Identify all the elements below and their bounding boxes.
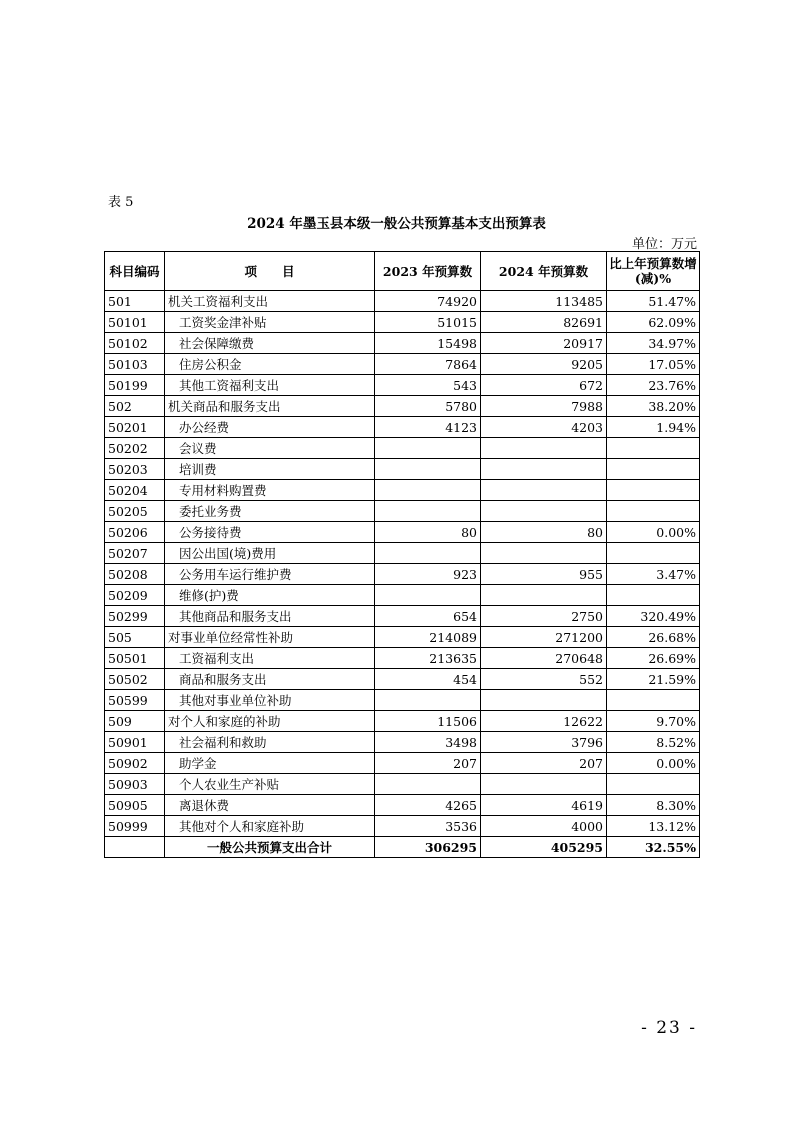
- row-2023-value: [375, 438, 481, 459]
- row-2024-value: 7988: [481, 396, 607, 417]
- row-item-name: 对个人和家庭的补助: [165, 711, 375, 732]
- table-row: [105, 438, 700, 459]
- row-change-percent: [607, 501, 700, 522]
- row-change-percent: [607, 438, 700, 459]
- row-code: 50199: [105, 375, 165, 396]
- row-code: 50103: [105, 354, 165, 375]
- row-item-name: 机关工资福利支出: [165, 291, 375, 312]
- table-body: [105, 291, 700, 858]
- row-code: 505: [105, 627, 165, 648]
- total-change: 32.55%: [607, 837, 700, 858]
- row-change-percent: 17.05%: [607, 354, 700, 375]
- row-2024-value: 3796: [481, 732, 607, 753]
- table-row: [105, 711, 700, 732]
- row-change-percent: 38.20%: [607, 396, 700, 417]
- row-code: 50102: [105, 333, 165, 354]
- row-change-percent: 26.69%: [607, 648, 700, 669]
- row-2024-value: 4203: [481, 417, 607, 438]
- row-2024-value: [481, 438, 607, 459]
- row-item-name: 公务接待费: [165, 522, 375, 543]
- row-item-name: 工资奖金津补贴: [165, 312, 375, 333]
- total-2023: 306295: [375, 837, 481, 858]
- row-2023-value: [375, 585, 481, 606]
- row-2024-value: [481, 585, 607, 606]
- row-change-percent: 320.49%: [607, 606, 700, 627]
- row-2023-value: [375, 774, 481, 795]
- table-row: [105, 669, 700, 690]
- row-2023-value: 80: [375, 522, 481, 543]
- document-title: 2024 年墨玉县本级一般公共预算基本支出预算表: [247, 216, 546, 232]
- row-2024-value: [481, 459, 607, 480]
- table-row: [105, 543, 700, 564]
- row-2024-value: [481, 774, 607, 795]
- row-2024-value: [481, 480, 607, 501]
- table-header-row: [105, 252, 700, 291]
- row-item-name: 会议费: [165, 438, 375, 459]
- table-row: [105, 396, 700, 417]
- row-2023-value: 4265: [375, 795, 481, 816]
- row-code: 50901: [105, 732, 165, 753]
- table-row: [105, 459, 700, 480]
- row-item-name: 因公出国(境)费用: [165, 543, 375, 564]
- row-item-name: 其他对事业单位补助: [165, 690, 375, 711]
- page-number: - 23 -: [641, 1018, 697, 1038]
- row-item-name: 其他对个人和家庭补助: [165, 816, 375, 837]
- row-2023-value: 213635: [375, 648, 481, 669]
- table-row: [105, 417, 700, 438]
- row-change-percent: [607, 585, 700, 606]
- row-2023-value: 5780: [375, 396, 481, 417]
- row-change-percent: [607, 480, 700, 501]
- row-change-percent: [607, 459, 700, 480]
- table-row: [105, 501, 700, 522]
- table-row: [105, 648, 700, 669]
- row-change-percent: 51.47%: [607, 291, 700, 312]
- row-2023-value: [375, 480, 481, 501]
- header-item: 项 目: [165, 252, 375, 291]
- row-code: 50206: [105, 522, 165, 543]
- row-2023-value: 4123: [375, 417, 481, 438]
- row-item-name: 机关商品和服务支出: [165, 396, 375, 417]
- table-row: [105, 606, 700, 627]
- row-item-name: 离退休费: [165, 795, 375, 816]
- total-label: 一般公共预算支出合计: [165, 837, 375, 858]
- row-2023-value: 207: [375, 753, 481, 774]
- row-2023-value: [375, 459, 481, 480]
- row-item-name: 专用材料购置费: [165, 480, 375, 501]
- row-2023-value: 51015: [375, 312, 481, 333]
- row-code: 50905: [105, 795, 165, 816]
- row-change-percent: 62.09%: [607, 312, 700, 333]
- row-2024-value: 113485: [481, 291, 607, 312]
- row-2024-value: 4000: [481, 816, 607, 837]
- total-row: [105, 837, 700, 858]
- table-row: [105, 354, 700, 375]
- row-change-percent: 13.12%: [607, 816, 700, 837]
- row-2023-value: 3536: [375, 816, 481, 837]
- header-change: 比上年预算数增(减)%: [607, 252, 700, 291]
- table-row: [105, 816, 700, 837]
- row-code: 50101: [105, 312, 165, 333]
- row-2024-value: 12622: [481, 711, 607, 732]
- row-2024-value: 4619: [481, 795, 607, 816]
- header-code: 科目编码: [105, 252, 165, 291]
- row-2023-value: 543: [375, 375, 481, 396]
- table-row: [105, 774, 700, 795]
- row-2024-value: 2750: [481, 606, 607, 627]
- unit-note: 单位：万元: [631, 237, 697, 252]
- table-row: [105, 753, 700, 774]
- row-2023-value: 74920: [375, 291, 481, 312]
- row-change-percent: 0.00%: [607, 522, 700, 543]
- row-item-name: 培训费: [165, 459, 375, 480]
- row-item-name: 商品和服务支出: [165, 669, 375, 690]
- row-2023-value: 454: [375, 669, 481, 690]
- row-code: 50902: [105, 753, 165, 774]
- row-2024-value: 207: [481, 753, 607, 774]
- header-2024-budget: 2024 年预算数: [481, 252, 607, 291]
- row-item-name: 其他商品和服务支出: [165, 606, 375, 627]
- table-row: [105, 564, 700, 585]
- row-2024-value: 270648: [481, 648, 607, 669]
- row-2023-value: 654: [375, 606, 481, 627]
- row-change-percent: 1.94%: [607, 417, 700, 438]
- row-2023-value: 214089: [375, 627, 481, 648]
- row-change-percent: 8.30%: [607, 795, 700, 816]
- row-2023-value: 15498: [375, 333, 481, 354]
- row-item-name: 社会福利和救助: [165, 732, 375, 753]
- table-row: [105, 312, 700, 333]
- row-code: 50903: [105, 774, 165, 795]
- table-row: [105, 627, 700, 648]
- row-2023-value: [375, 690, 481, 711]
- row-change-percent: 8.52%: [607, 732, 700, 753]
- table-row: [105, 585, 700, 606]
- row-code: 50208: [105, 564, 165, 585]
- row-code: 509: [105, 711, 165, 732]
- row-item-name: 助学金: [165, 753, 375, 774]
- row-item-name: 办公经费: [165, 417, 375, 438]
- budget-table: [104, 251, 700, 858]
- row-item-name: 维修(护)费: [165, 585, 375, 606]
- table-row: [105, 690, 700, 711]
- row-code: 50201: [105, 417, 165, 438]
- row-change-percent: 0.00%: [607, 753, 700, 774]
- row-item-name: 其他工资福利支出: [165, 375, 375, 396]
- row-code: 50205: [105, 501, 165, 522]
- table-row: [105, 291, 700, 312]
- row-2024-value: 552: [481, 669, 607, 690]
- table-row: [105, 375, 700, 396]
- table-row: [105, 522, 700, 543]
- row-code: 50202: [105, 438, 165, 459]
- row-item-name: 个人农业生产补贴: [165, 774, 375, 795]
- row-code: 50207: [105, 543, 165, 564]
- row-code: 50999: [105, 816, 165, 837]
- row-2024-value: [481, 501, 607, 522]
- row-code: 50203: [105, 459, 165, 480]
- row-2024-value: 82691: [481, 312, 607, 333]
- row-item-name: 公务用车运行维护费: [165, 564, 375, 585]
- row-2024-value: [481, 543, 607, 564]
- row-item-name: 社会保障缴费: [165, 333, 375, 354]
- row-2024-value: 955: [481, 564, 607, 585]
- row-2024-value: 9205: [481, 354, 607, 375]
- row-2024-value: 80: [481, 522, 607, 543]
- table-row: [105, 333, 700, 354]
- header-2023-budget: 2023 年预算数: [375, 252, 481, 291]
- row-change-percent: [607, 543, 700, 564]
- row-code: 50204: [105, 480, 165, 501]
- row-code: 50209: [105, 585, 165, 606]
- row-2023-value: 7864: [375, 354, 481, 375]
- row-2023-value: 923: [375, 564, 481, 585]
- table-row: [105, 795, 700, 816]
- table-row: [105, 732, 700, 753]
- row-code: 502: [105, 396, 165, 417]
- table-label: 表 5: [108, 195, 134, 210]
- row-item-name: 工资福利支出: [165, 648, 375, 669]
- row-change-percent: 26.68%: [607, 627, 700, 648]
- row-change-percent: [607, 690, 700, 711]
- row-change-percent: 3.47%: [607, 564, 700, 585]
- row-2024-value: 271200: [481, 627, 607, 648]
- row-2023-value: [375, 543, 481, 564]
- row-change-percent: 34.97%: [607, 333, 700, 354]
- row-2024-value: 20917: [481, 333, 607, 354]
- row-change-percent: 23.76%: [607, 375, 700, 396]
- row-code: 50501: [105, 648, 165, 669]
- row-2023-value: 3498: [375, 732, 481, 753]
- row-2024-value: [481, 690, 607, 711]
- row-2023-value: [375, 501, 481, 522]
- table-row: [105, 480, 700, 501]
- row-code: 501: [105, 291, 165, 312]
- row-code: 50599: [105, 690, 165, 711]
- total-code: [105, 837, 165, 858]
- row-code: 50299: [105, 606, 165, 627]
- row-change-percent: 9.70%: [607, 711, 700, 732]
- row-change-percent: [607, 774, 700, 795]
- row-item-name: 住房公积金: [165, 354, 375, 375]
- row-change-percent: 21.59%: [607, 669, 700, 690]
- total-2024: 405295: [481, 837, 607, 858]
- row-code: 50502: [105, 669, 165, 690]
- row-2023-value: 11506: [375, 711, 481, 732]
- row-item-name: 委托业务费: [165, 501, 375, 522]
- row-2024-value: 672: [481, 375, 607, 396]
- row-item-name: 对事业单位经常性补助: [165, 627, 375, 648]
